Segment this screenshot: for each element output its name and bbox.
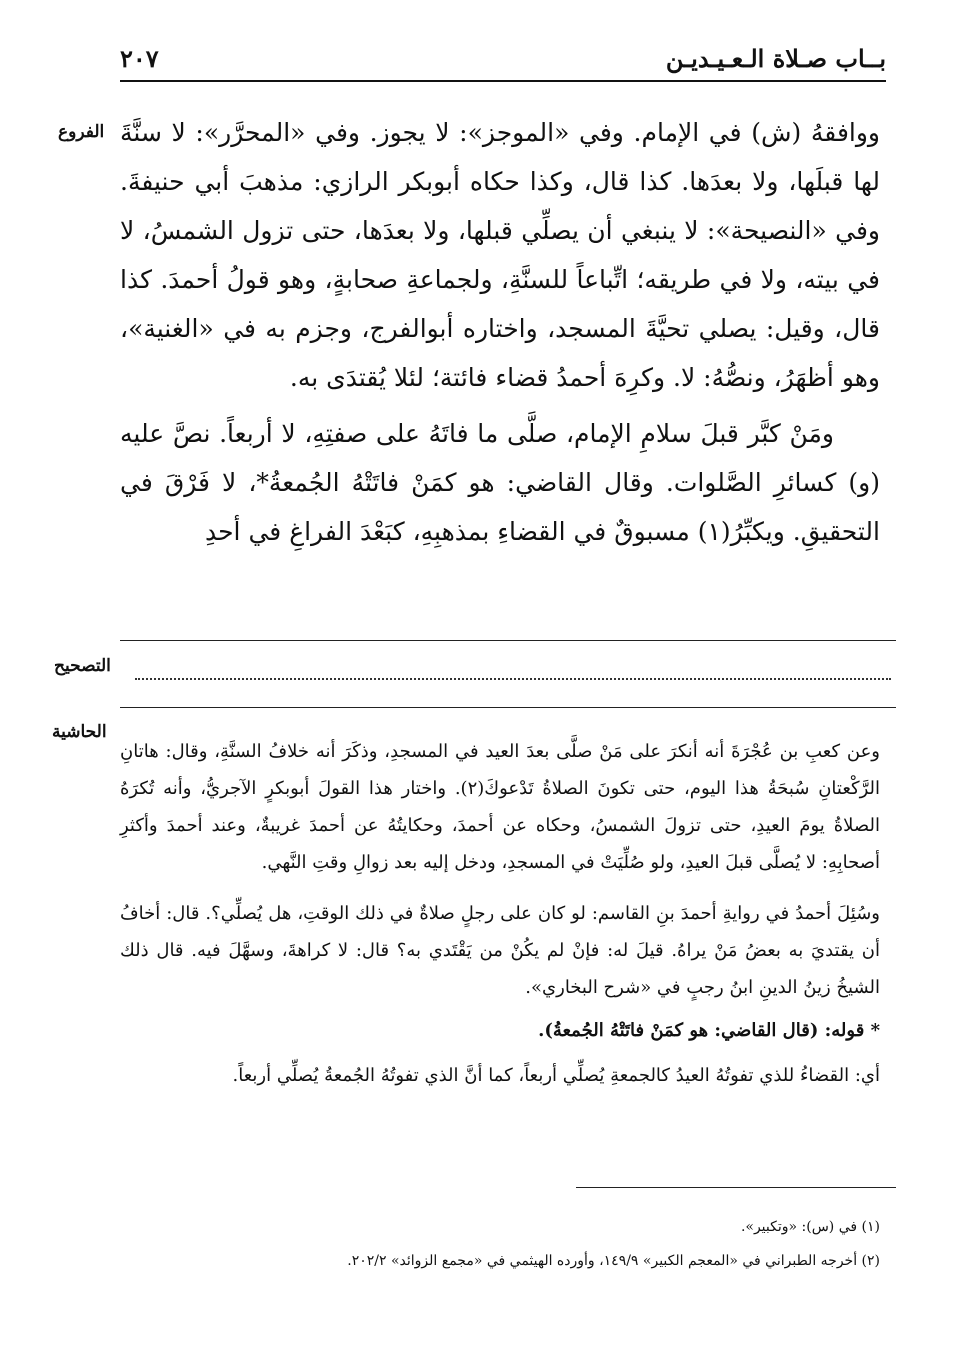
hashia-qawl-heading: * قوله: (قال القاضي: هو كمَنْ فاتَتْهُ الجُمعةُ). [538,1020,880,1041]
hashia-paragraph-2: وسُئِلَ أحمدُ في روايةِ أحمدَ بنِ القاسم: لو كان على رجلٍ صلاةٌ في ذلك الوقتِ، هل يُصلِّي؟. قال: أخافُ أن يقتديَ به بعضُ مَنْ يراهُ. قيلَ له: فإنْ لم يكُنْ من يَقْتَدي به؟ قال: لا كراهةَ، وسهَّلَ فيه. قال ذلك الشيخُ زينُ الدينِ ابنُ رجبٍ في «شرح البخاري». [120,903,880,998]
footnotes [130,1210,880,1278]
section-divider-top [120,640,896,641]
hashia-paragraph-1: وعن كعبِ بن عُجْرَةَ أنه أنكرَ على مَنْ صلَّى بعدَ العيد في المسجدِ، وذكَرَ أنه خلافُ السنَّةِ، وقال: هاتانِ الرَّكْعتانِ سُبحَةُ هذا اليوم، حتى تكونَ الصلاةُ تَدْعوكَ(٢). واختار هذا القولَ أبوبكرٍ الآجريُّ، وأنه تُكرَهُ الصلاةُ يومَ العيدِ، حتى تزولَ الشمسُ، وحكاه عن أحمدَ، وحكايتُهُ عن أحمدَ غريبةٌ، وعند أحمدَ وأكثرِ أصحابِهِ: لا يُصلَّى قبلَ العيدِ، ولو صُلِّيَتْ في المسجدِ، ودخل إليه بعد زوالِ وقتِ النَّهي. [120,741,881,873]
side-label-tashih: التصحيح [54,656,111,676]
side-label-furu: الفروع [58,122,105,142]
main-paragraph-1: ووافقهُ (ش) في الإمام. وفي «الموجز»: لا يجوز. وفي «المحرَّر»: لا سنَّةَ لها قبلَها، ولا بعدَها. كذا قال، وكذا حكاه أبوبكر الرازي: مذهبَ أبي حنيفةَ. وفي «النصيحة»: لا ينبغي أن يصلِّي قبلها، ولا بعدَها، حتى تزول الشمسُ، لا في بيته، ولا في طريقه؛ اتِّباعاً للسنَّةِ، ولجماعةِ صحابةٍ، وهو قولُ أحمدَ. كذا قال، وقيل: يصلي تحيَّةَ المسجد، واختاره أبوالفرج، وجزم به في «الغنية»، وهو أظهَرُ، ونصُّهُ: لا. وكرِهَ أحمدُ قضاء فائتة؛ لئلا يُقتدَى به. [120,118,880,392]
main-text [120,108,880,556]
footnote-rule [576,1187,896,1188]
chapter-title: بــاب صـلاة الـعـيـديـن [665,44,886,73]
section-divider-bottom [120,707,896,708]
footnote-2: (٢) أخرجه الطبراني في «المعجم الكبير» ١٤٩/٩، وأورده الهيثمي في «مجمع الزوائد» ٢٠٢/٢. [347,1253,880,1269]
page-header [120,44,886,80]
hashia-explanation: أي: القضاءُ للذي تفوتُهُ العيدُ كالجمعةِ يُصلِّي أربعاً، كما أنَّ الذي تفوتُهُ الجُمعةُ يُصلِّي أربعاً. [232,1065,880,1086]
side-label-hashia: الحاشية [52,722,107,742]
header-rule [120,80,886,82]
tashih-dotted-line [135,678,891,680]
page-number: ٢٠٧ [120,44,159,73]
hashia-text [120,733,880,1094]
main-paragraph-2: ومَنْ كبَّر قبلَ سلامِ الإمام، صلَّى ما فاتَهُ على صفتِهِ، لا أربعاً. نصَّ عليه (و) كسائرِ الصَّلوات. وقال القاضي: هو كمَنْ فاتَتْهُ الجُمعةُ*، لا فَرْقَ في التحقيقِ. ويكبِّرُ(١) مسبوقٌ في القضاءِ بمذهبِهِ، كبَعْدَ الفراغِ في أحدِ [120,419,880,546]
footnote-1: (١) في (س): «وتكبير». [740,1219,880,1235]
